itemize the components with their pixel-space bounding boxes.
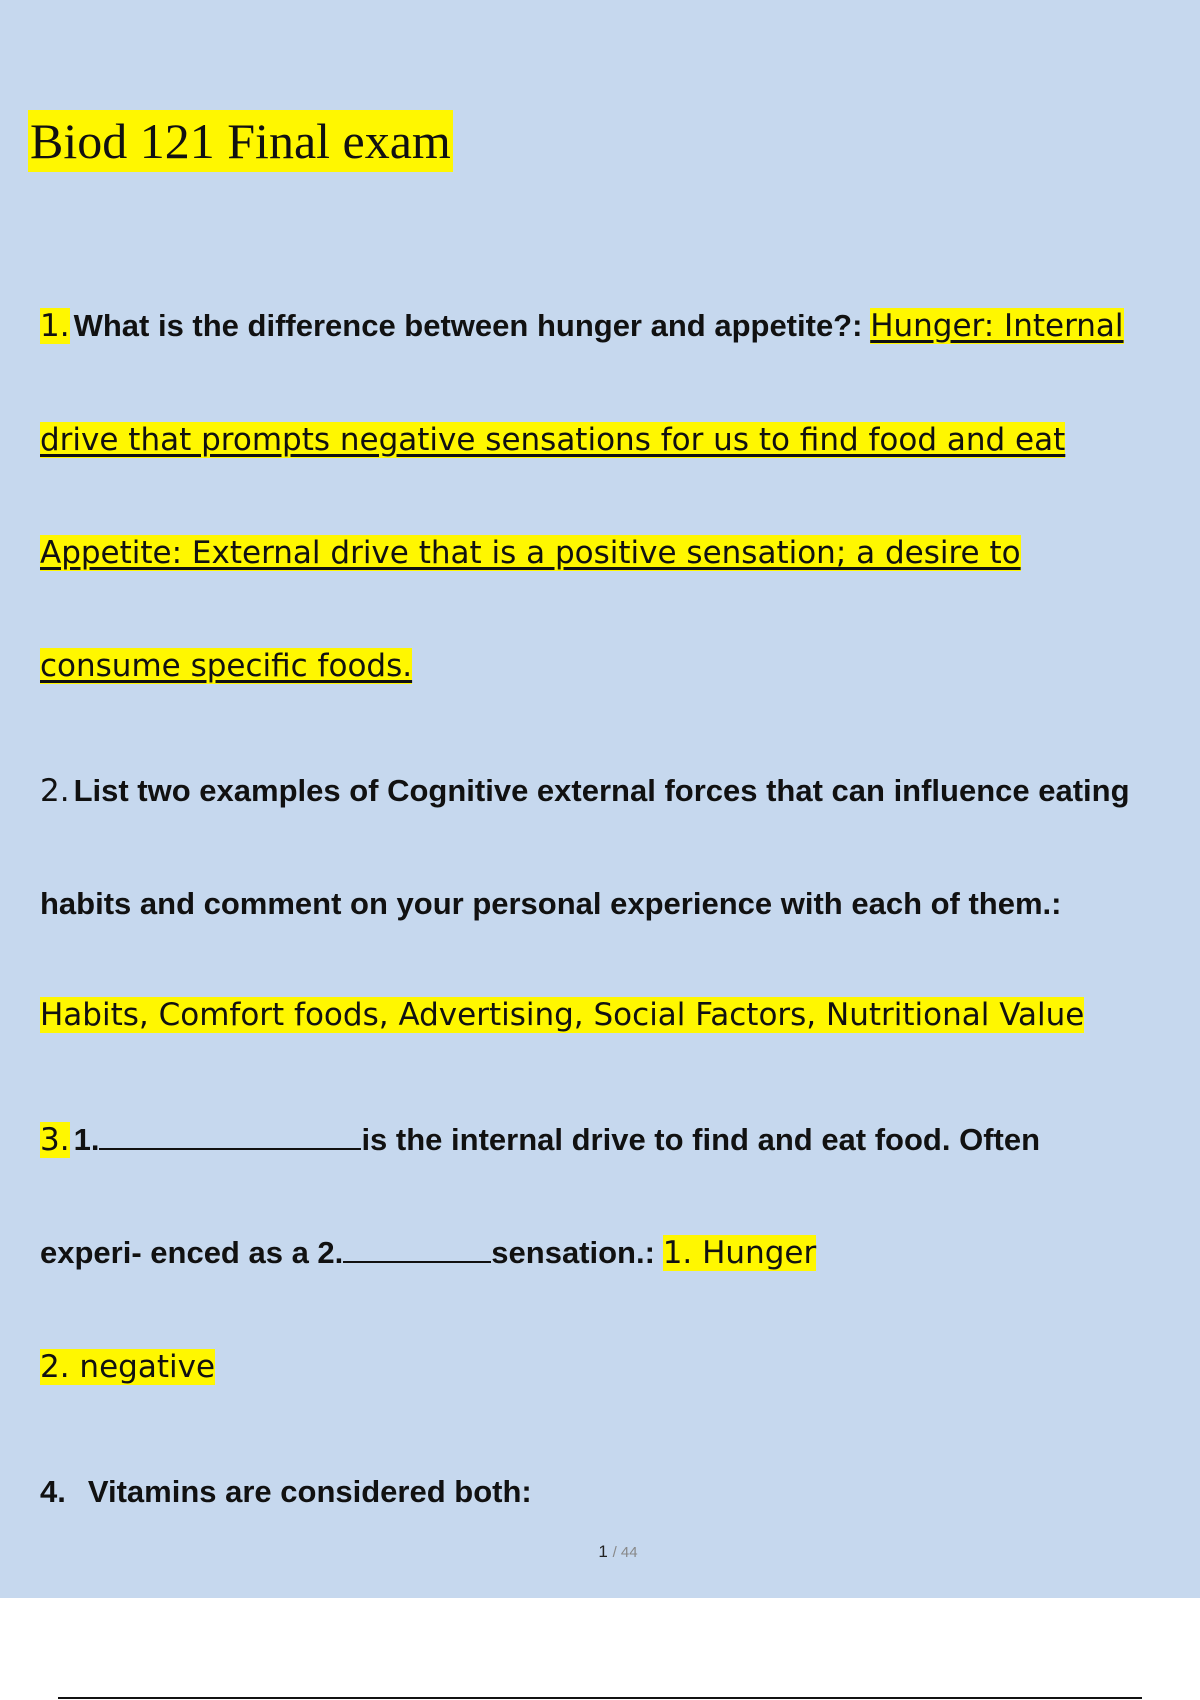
- q2-question-part-1: List two examples of Cognitive external forces that can influence eating: [73, 773, 1130, 808]
- q1-answer-part-4: consume specific foods.: [40, 648, 413, 684]
- q3-answer-2: 2. negative: [40, 1349, 216, 1385]
- q2-line-1: [40, 771, 1130, 811]
- q2-line-2: [40, 884, 1062, 924]
- q1-line-2: [40, 420, 1065, 460]
- q1-number: 1.: [40, 308, 70, 344]
- q3-line-3: [40, 1347, 215, 1387]
- q2-question-part-2: habits and comment on your personal experience with each of them.:: [40, 886, 1062, 921]
- q2-answer: Habits, Comfort foods, Advertising, Social Factors, Nutritional Value: [40, 997, 1085, 1033]
- q2-number: 2.: [40, 773, 70, 809]
- q3-blank-1: [99, 1122, 361, 1150]
- q1-answer-part-1: Hunger: Internal: [870, 308, 1124, 344]
- total-pages: / 44: [612, 1544, 638, 1561]
- q3-prefix: 1.: [73, 1122, 100, 1157]
- q3-line-1: [40, 1120, 1040, 1160]
- next-page-top-rule: [58, 1697, 1142, 1699]
- q1-question: What is the difference between hunger and appetite?:: [73, 308, 863, 343]
- q4-number: 4.: [40, 1474, 66, 1509]
- q3-text-1: is the internal drive to find and eat food. Often: [361, 1122, 1041, 1157]
- q3-blank-2: [343, 1235, 491, 1263]
- q3-line-2: [40, 1233, 816, 1273]
- current-page: 1: [598, 1542, 608, 1561]
- q3-answer-1: 1. Hunger: [662, 1235, 817, 1271]
- q1-line-4: [40, 646, 412, 686]
- q1-answer-part-2: drive that prompts negative sensations for us to find food and eat: [40, 422, 1066, 458]
- page-indicator: [0, 1542, 1200, 1562]
- q3-number: 3.: [40, 1122, 70, 1158]
- q2-line-3: [40, 995, 1084, 1035]
- q4-line-1: [40, 1472, 532, 1512]
- q1-line-1: [40, 306, 1124, 346]
- q1-line-3: [40, 533, 1021, 573]
- q1-answer-part-3: Appetite: External drive that is a positive sensation; a desire to: [40, 535, 1021, 571]
- q3-text-3: sensation.:: [491, 1235, 655, 1270]
- q4-question: Vitamins are considered both:: [87, 1474, 532, 1509]
- q3-text-2: experi- enced as a 2.: [40, 1235, 344, 1270]
- document-title: Biod 121 Final exam: [28, 110, 453, 172]
